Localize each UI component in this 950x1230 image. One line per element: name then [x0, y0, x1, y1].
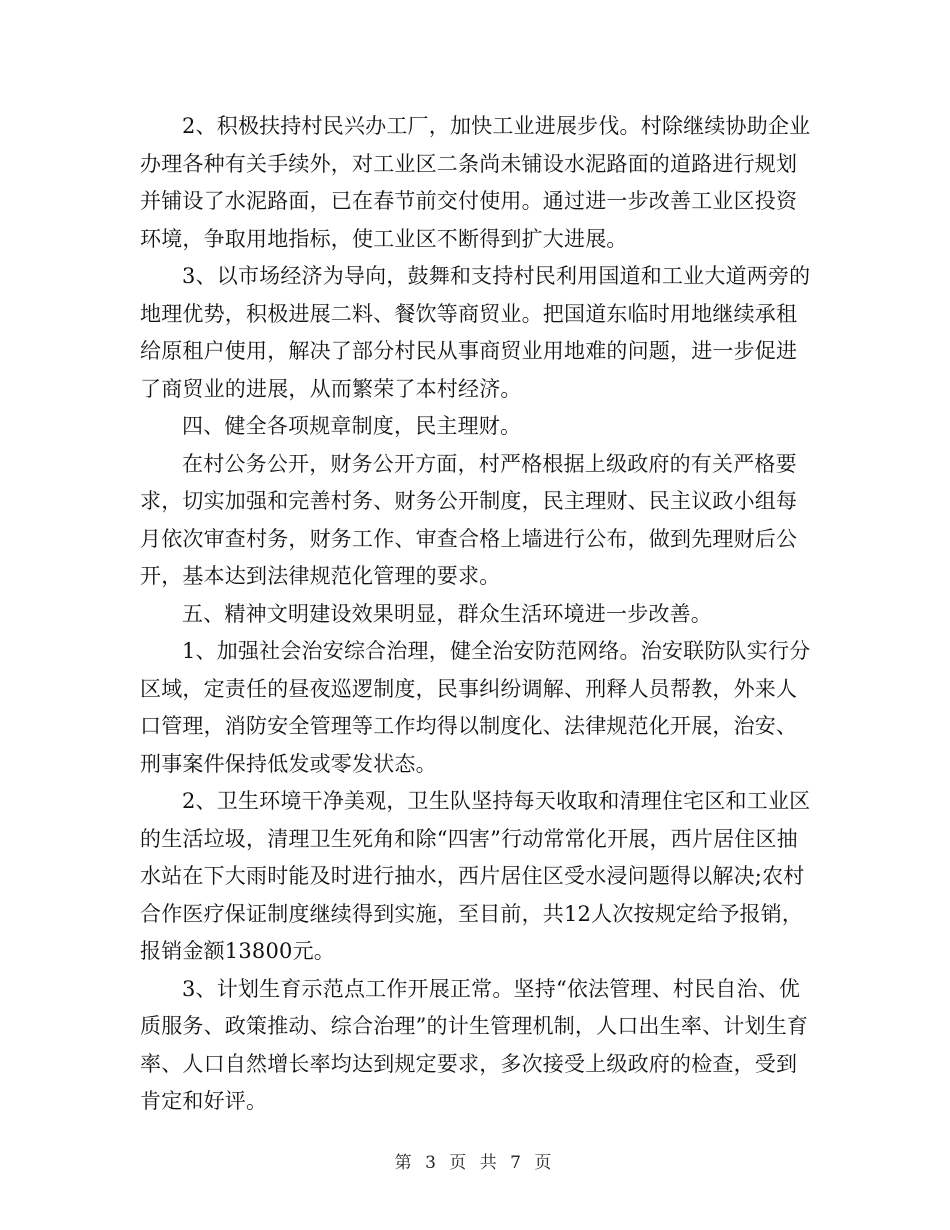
paragraph: 2、卫生环境干净美观，卫生队坚持每天收取和清理住宅区和工业区的生活垃圾，清理卫生死角和除“四害”行动常常化开展，西片居住区抽水站在下大雨时能及时进行抽水，西片居住区受水浸问题得以解决;农村合作医疗保证制度继续得到实施，至目前，共12人次按规定给予报销，报销金额13800元。: [140, 789, 811, 963]
paragraph: 3、计划生育示范点工作开展正常。坚持“依法管理、村民自治、优质服务、政策推动、综合治理”的计生管理机制，人口出生率、计划生育率、人口自然增长率均达到规定要求，多次接受上级政府的检查，受到肯定和好评。: [140, 976, 809, 1113]
page-number-footer: 第 3 页 共 7 页: [394, 1153, 556, 1173]
section-heading: 四、健全各项规章制度，民主理财。: [182, 414, 522, 438]
paragraph: 2、积极扶持村民兴办工厂，加快工业进展步伐。村除继续协助企业办理各种有关手续外，对工业区二条尚未铺设水泥路面的道路进行规划并铺设了水泥路面，已在春节前交付使用。通过进一步改善工业区投资环境，争取用地指标，使工业区不断得到扩大进展。: [140, 114, 811, 251]
paragraph: 3、以市场经济为导向，鼓舞和支持村民利用国道和工业大道两旁的地理优势，积极进展二料、餐饮等商贸业。把国道东临时用地继续承租给原租户使用，解决了部分村民从事商贸业用地难的问题，进一步促进了商贸业的进展，从而繁荣了本村经济。: [140, 264, 811, 401]
paragraph: 1、加强社会治安综合治理，健全治安防范网络。治安联防队实行分区域，定责任的昼夜巡逻制度，民事纠纷调解、刑释人员帮教，外来人口管理，消防安全管理等工作均得以制度化、法律规范化开展，治安、刑事案件保持低发或零发状态。: [140, 639, 811, 776]
paragraph: 在村公务公开，财务公开方面，村严格根据上级政府的有关严格要求，切实加强和完善村务、财务公开制度，民主理财、民主议政小组每月依次审查村务，财务工作、审查合格上墙进行公布，做到先理财后公开，基本达到法律规范化管理的要求。: [140, 451, 798, 588]
document-body: [140, 108, 812, 1121]
section-heading: 五、精神文明建设效果明显，群众生活环境进一步改善。: [182, 601, 712, 626]
